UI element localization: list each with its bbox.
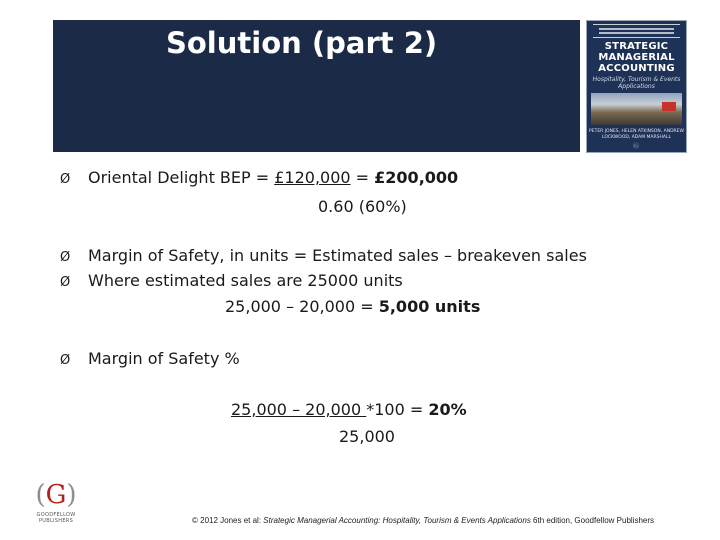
cover-band-line xyxy=(599,32,674,34)
percent-result: 20% xyxy=(428,400,467,419)
copyright-footer xyxy=(192,516,654,525)
footer-book-title: Strategic Managerial Accounting: Hospitality, Tourism & Events Applications xyxy=(263,516,531,525)
estimated-text: Where estimated sales are 25000 units xyxy=(88,271,403,290)
cover-title-line: ACCOUNTING xyxy=(598,63,675,74)
cover-band xyxy=(593,24,680,38)
arrow-bullet-icon: Ø xyxy=(60,250,71,265)
bullet-mos-percent xyxy=(60,349,240,368)
arrow-bullet-icon: Ø xyxy=(60,353,71,368)
book-cover-image xyxy=(587,21,686,152)
cover-title-line: MANAGERIAL xyxy=(598,52,675,63)
bullet-estimated xyxy=(60,271,403,290)
footer-suffix: 6th edition, Goodfellow Publishers xyxy=(530,516,655,525)
cover-photo-sign xyxy=(662,102,676,111)
mos-units-text: Margin of Safety, in units = Estimated sales – breakeven sales xyxy=(88,246,587,265)
bep-label: Oriental Delight BEP = xyxy=(88,168,275,187)
cover-logo-icon: Ⓖ xyxy=(632,143,639,150)
cover-subtitle: Hospitality, Tourism & Events Applications xyxy=(592,76,681,90)
arrow-bullet-icon: Ø xyxy=(60,275,71,290)
percent-rest: *100 = xyxy=(366,400,429,419)
logo-text: GOODFELLOW PUBLISHERS xyxy=(36,512,76,524)
cover-title-line: STRATEGIC xyxy=(604,41,669,52)
bep-denominator: 0.60 (60%) xyxy=(318,197,407,216)
bullet-mos-units xyxy=(60,246,587,265)
percent-denominator: 25,000 xyxy=(339,427,395,446)
percent-numerator: 25,000 – 20,000 xyxy=(231,400,367,419)
bep-equals: = xyxy=(350,168,375,187)
publisher-logo xyxy=(27,480,85,526)
mos-percent-text: Margin of Safety % xyxy=(88,349,240,368)
bep-numerator: £120,000 xyxy=(274,168,351,187)
cover-title xyxy=(587,41,686,74)
logo-g-icon: (G) xyxy=(35,480,77,510)
cover-authors: PETER JONES, HELEN ATKINSON, ANDREW LOCKWOOD, ADAM MARSHALL xyxy=(589,129,684,140)
cover-photo xyxy=(591,93,682,125)
percent-calculation xyxy=(231,400,467,419)
slide-title: Solution (part 2) xyxy=(166,26,438,60)
mos-result: 5,000 units xyxy=(378,297,481,316)
cover-band-line xyxy=(599,28,674,30)
mos-expression: 25,000 – 20,000 = xyxy=(225,297,379,316)
title-banner xyxy=(53,20,580,152)
bullet-bep xyxy=(60,168,458,187)
arrow-bullet-icon: Ø xyxy=(60,172,71,187)
bep-result: £200,000 xyxy=(374,168,459,187)
footer-prefix: © 2012 Jones et al: xyxy=(192,516,264,525)
mos-calculation xyxy=(225,297,480,316)
